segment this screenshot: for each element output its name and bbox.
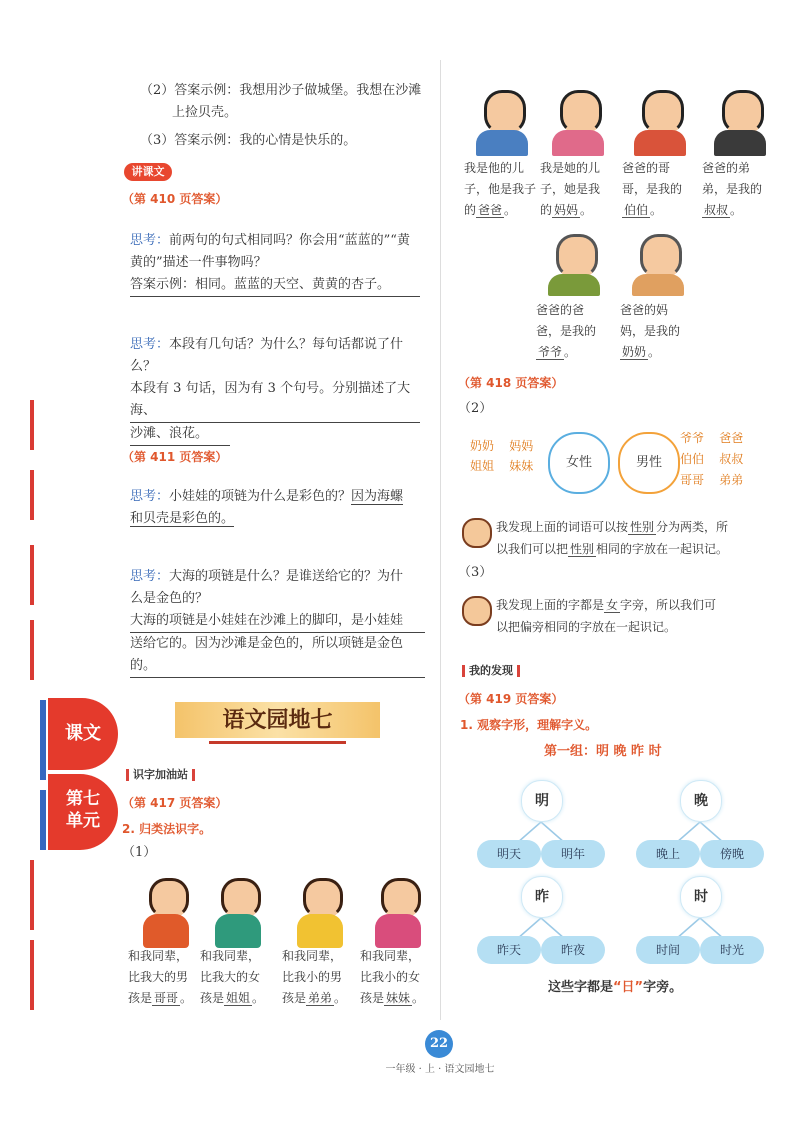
male-circle: 男性 <box>618 432 680 494</box>
word-pill: 时间 <box>636 936 700 964</box>
word-pill: 时光 <box>700 936 764 964</box>
family-caption: 我是她的儿 子，她是我 的 妈妈 。 <box>540 161 601 217</box>
question-2-answer-a: 本段有 3 句话，因为有 3 个句号。分别描述了大海、 <box>130 378 420 423</box>
family-answer: 妈妈 <box>554 203 579 217</box>
page-number: 22 <box>425 1030 453 1058</box>
word-pill: 昨夜 <box>541 936 605 964</box>
side-tab-unit-line2: 单元 <box>66 811 100 831</box>
family-answer: 爷爷 <box>538 345 563 359</box>
root-character: 时 <box>680 876 722 918</box>
page-417-heading: （第 417 页答案） <box>122 796 228 810</box>
question-4-answer-a: 大海的项链是小娃娃在沙滩上的脚印，是小娃娃 <box>130 610 425 633</box>
question-3-answer-a: 因为海螺 <box>351 489 404 504</box>
word-jiejie: 姐姐 <box>470 459 495 473</box>
family-caption: 爸爸的妈 妈，是我的 奶奶 。 <box>620 303 681 359</box>
word-bobo: 伯伯 <box>680 452 705 466</box>
kid-caption-line1: 和我同辈， <box>200 949 261 963</box>
kid-answer: 弟弟 <box>308 991 333 1005</box>
number-2: （2） <box>458 401 493 416</box>
kid-caption-end: 。 <box>412 991 425 1005</box>
word-pill: 明年 <box>541 840 605 868</box>
kid-caption-line1: 和我同辈， <box>360 949 421 963</box>
conclusion: 这些字都是“日”字旁。 <box>548 980 683 995</box>
family-answer: 叔叔 <box>704 203 729 217</box>
question-1-text-a: 前两句的句式相同吗？你会用“蓝蓝的”“黄 <box>169 233 410 248</box>
question-1-text-b: 黄的”描述一件事物吗？ <box>130 255 267 270</box>
kid-answer: 姐姐 <box>226 991 251 1005</box>
side-tab-unit-line1: 第七 <box>66 789 100 809</box>
word-mama: 妈妈 <box>509 439 534 453</box>
word-gege: 哥哥 <box>680 473 705 487</box>
question-1-label: 思考： <box>130 233 170 248</box>
group-1-title: 第一组：明 晚 昨 时 <box>544 744 662 759</box>
root-character: 昨 <box>521 876 563 918</box>
task-1: 1. 观察字形，理解字义。 <box>460 718 598 732</box>
word-pill: 明天 <box>477 840 541 868</box>
lesson-badge: 讲课文 <box>124 163 172 181</box>
answer-2-line-a: （2）答案示例：我想用沙子做城堡。我想在沙滩 <box>140 83 422 98</box>
family-answer: 伯伯 <box>624 203 649 217</box>
answer-3: （3）答案示例：我的心情是快乐的。 <box>140 133 357 148</box>
kid-caption-line1: 和我同辈， <box>282 949 343 963</box>
number-1: （1） <box>122 845 157 860</box>
word-pill: 昨天 <box>477 936 541 964</box>
question-1-answer: 答案示例：相同。蓝蓝的天空、黄黄的杏子。 <box>130 274 420 297</box>
question-4-answer-b: 送给它的。因为沙滩是金色的，所以项链是金色的。 <box>130 633 425 678</box>
question-2-answer-b: 沙滩、浪花。 <box>130 423 230 446</box>
question-3-text: 小娃娃的项链为什么是彩色的？ <box>169 489 352 504</box>
family-caption: 我是他的儿 子，他是我子 的 爸爸 。 <box>464 161 537 217</box>
word-pill: 晚上 <box>636 840 700 868</box>
side-tab-lesson[interactable]: 课文 <box>48 698 118 770</box>
finding-1-answer-1: 性别 <box>630 520 655 534</box>
kid-answer: 哥哥 <box>154 991 179 1005</box>
family-caption: 爸爸的爸 爸，是我的 爷爷 。 <box>536 303 597 359</box>
page-410-heading: （第 410 页答案） <box>122 192 228 206</box>
footer-text: 一年级 · 上 · 语文园地七 <box>385 1064 495 1075</box>
kid-caption-line2: 比我大的男 <box>128 970 189 984</box>
kid-answer: 妹妹 <box>386 991 411 1005</box>
task-2: 2. 归类法识字。 <box>122 822 212 836</box>
finding-1: 我发现上面的词语可以按 性别 分为两类，所 以我们可以把 性别 相同的字放在一起识记。 <box>496 520 729 556</box>
kid-caption-end: 。 <box>180 991 193 1005</box>
kid-caption-end: 。 <box>252 991 265 1005</box>
question-3-label: 思考： <box>130 489 170 504</box>
page-418-heading: （第 418 页答案） <box>458 376 564 390</box>
question-2-text-a: 本段有几句话？为什么？每句话都说了什 <box>169 337 404 352</box>
kid-caption-line3: 孩是 <box>128 991 153 1005</box>
female-circle: 女性 <box>548 432 610 494</box>
question-3-answer-b: 和贝壳是彩色的。 <box>130 511 235 526</box>
family-answer: 奶奶 <box>622 345 647 359</box>
kid-caption-line2: 比我小的女 <box>360 970 421 984</box>
word-meimei: 妹妹 <box>509 459 534 473</box>
question-2-text-b: 么？ <box>130 359 157 374</box>
family-caption: 爸爸的弟 弟，是我的 叔叔 。 <box>702 161 763 217</box>
page-411-heading: （第 411 页答案） <box>122 450 228 464</box>
word-pill: 傍晚 <box>700 840 764 868</box>
root-character: 晚 <box>680 780 722 822</box>
kid-caption-line3: 孩是 <box>360 991 385 1005</box>
my-finding-heading: 我的发现 <box>458 662 524 678</box>
word-yeye: 爷爷 <box>680 431 705 445</box>
garden-title: 语文园地七 <box>222 707 333 733</box>
kid-caption-line3: 孩是 <box>200 991 225 1005</box>
family-answer: 爸爸 <box>478 203 503 217</box>
question-4-text-a: 大海的项链是什么？是谁送给它的？为什 <box>169 569 404 584</box>
kid-caption-line1: 和我同辈， <box>128 949 189 963</box>
answer-2-line-b: 上捡贝壳。 <box>172 105 238 120</box>
word-baba: 爸爸 <box>719 431 744 445</box>
page-419-heading: （第 419 页答案） <box>458 692 564 706</box>
kid-caption-end: 。 <box>334 991 347 1005</box>
word-nainai: 奶奶 <box>470 439 495 453</box>
family-caption: 爸爸的哥 哥，是我的 伯伯 。 <box>622 161 683 217</box>
kid-caption-line2: 比我小的男 <box>282 970 343 984</box>
number-3: （3） <box>458 565 493 580</box>
root-character: 明 <box>521 780 563 822</box>
question-2-label: 思考： <box>130 337 170 352</box>
sub-heading: 识字加油站 <box>122 766 199 782</box>
finding-2-answer: 女 <box>606 598 619 612</box>
finding-2: 我发现上面的字都是 女 字旁，所以我们可 以把偏旁相同的字放在一起识记。 <box>496 598 717 634</box>
word-shushu: 叔叔 <box>719 452 744 466</box>
question-4-text-b: 么是金色的？ <box>130 591 209 606</box>
finding-1-answer-2: 性别 <box>570 542 595 556</box>
kid-caption-line3: 孩是 <box>282 991 307 1005</box>
word-didi: 弟弟 <box>719 473 744 487</box>
question-4-label: 思考： <box>130 569 170 584</box>
kid-caption-line2: 比我大的女 <box>200 970 261 984</box>
